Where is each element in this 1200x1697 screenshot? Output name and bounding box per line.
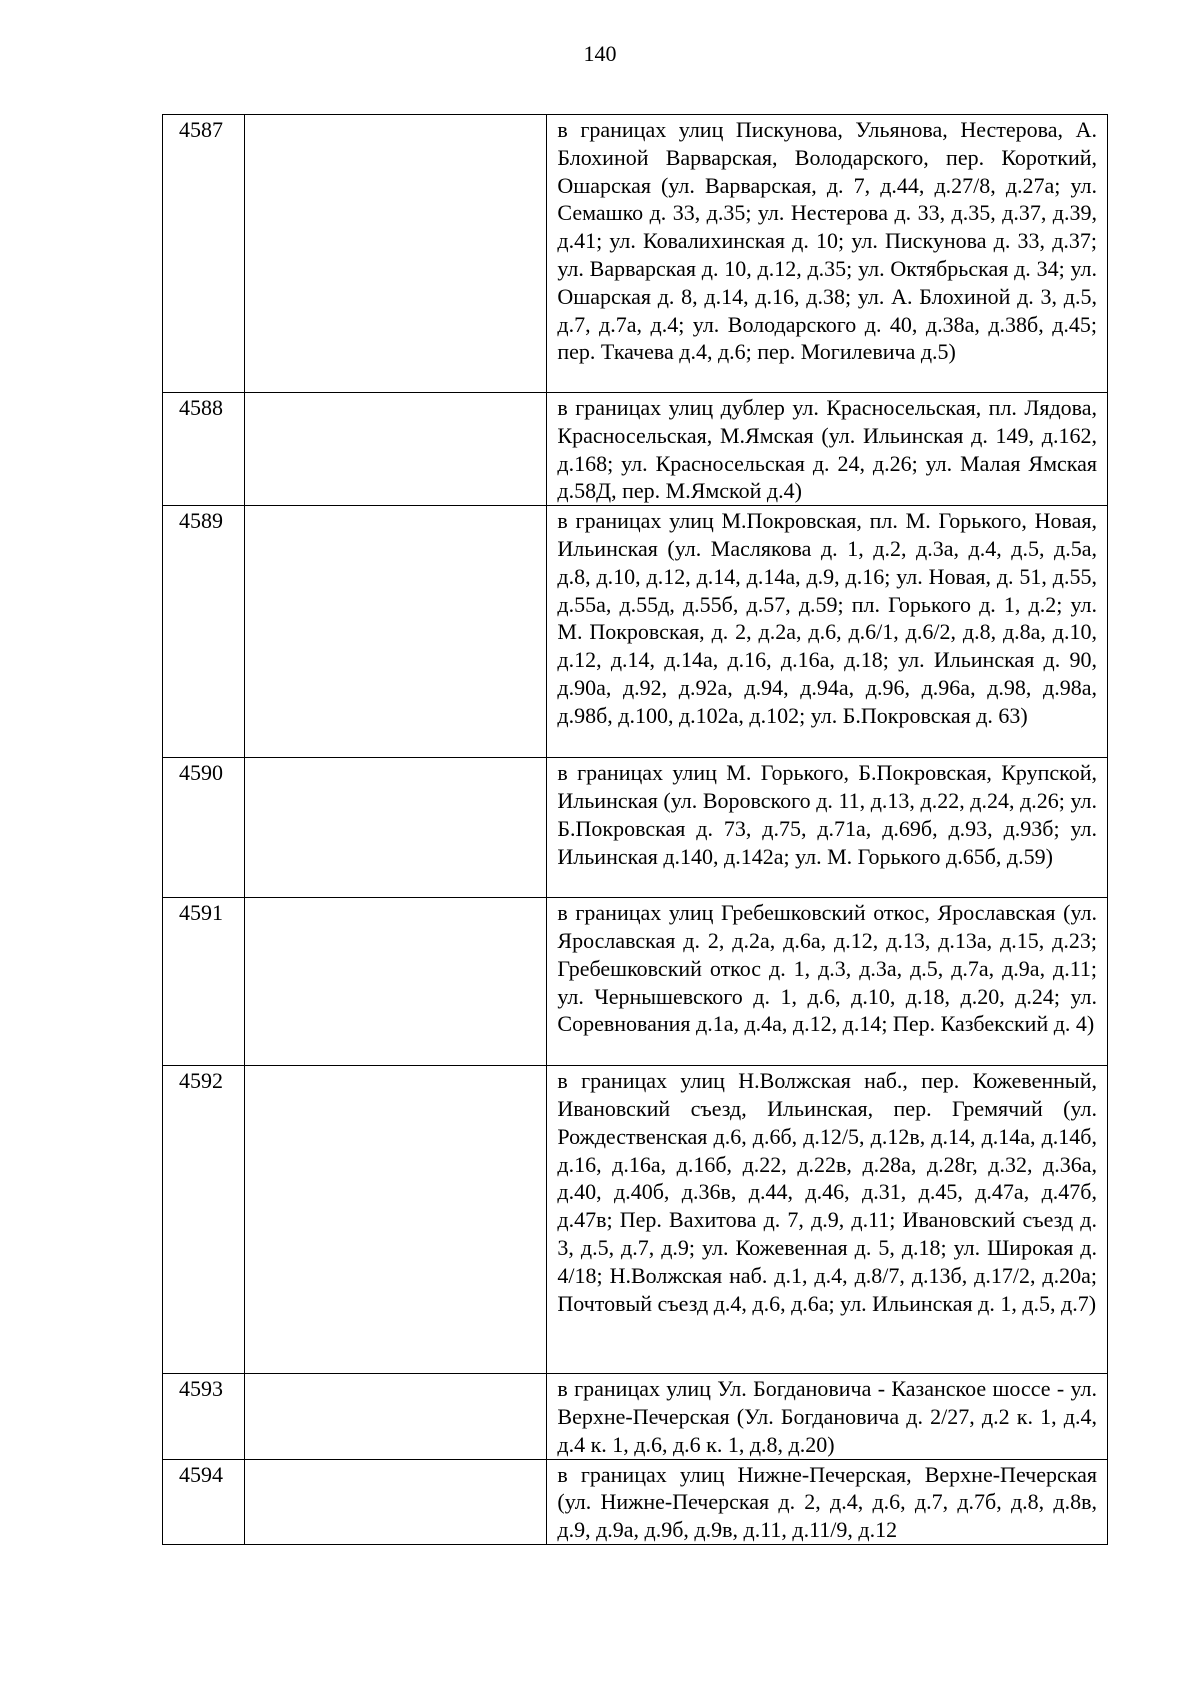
- row-middle-cell: [245, 115, 547, 393]
- table-row: [163, 898, 1108, 1066]
- row-number: 4592: [163, 1066, 245, 1374]
- table-row: [163, 393, 1108, 506]
- row-middle-cell: [245, 758, 547, 898]
- row-middle-cell: [245, 393, 547, 506]
- row-middle-cell: [245, 1066, 547, 1374]
- row-number: 4593: [163, 1374, 245, 1459]
- row-middle-cell: [245, 898, 547, 1066]
- row-description: в границах улиц Ул. Богдановича - Казанское шоссе - ул. Верхне-Печерская (Ул. Богдановича д. 2/27, д.2 к. 1, д.4, д.4 к. 1, д.6, д.6 к. 1, д.8, д.20): [547, 1374, 1108, 1459]
- table-row: [163, 1459, 1108, 1544]
- row-number: 4590: [163, 758, 245, 898]
- row-number: 4589: [163, 506, 245, 758]
- address-table: [162, 114, 1108, 1545]
- row-number: 4588: [163, 393, 245, 506]
- row-description: в границах улиц М. Горького, Б.Покровская, Крупской, Ильинская (ул. Воровского д. 11, д.13, д.22, д.24, д.26; ул. Б.Покровская д. 73, д.75, д.71а, д.69б, д.93, д.93б; ул. Ильинская д.140, д.142а; ул. М. Горького д.65б, д.59): [547, 758, 1108, 898]
- row-description: в границах улиц дублер ул. Красносельская, пл. Лядова, Красносельская, М.Ямская (ул. Ильинская д. 149, д.162, д.168; ул. Красносельская д. 24, д.26; ул. Малая Ямская д.58Д, пер. М.Ямской д.4): [547, 393, 1108, 506]
- page-number: 140: [583, 41, 617, 66]
- row-description: в границах улиц Гребешковский откос, Ярославская (ул. Ярославская д. 2, д.2а, д.6а, д.12, д.13, д.13а, д.15, д.23; Гребешковский откос д. 1, д.3, д.3а, д.5, д.7а, д.9а, д.11; ул. Чернышевского д. 1, д.6, д.10, д.18, д.20, д.24; ул. Соревнования д.1а, д.4а, д.12, д.14; Пер. Казбекский д. 4): [547, 898, 1108, 1066]
- table-row: [163, 1374, 1108, 1459]
- row-number: 4594: [163, 1459, 245, 1544]
- row-description: в границах улиц М.Покровская, пл. М. Горького, Новая, Ильинская (ул. Маслякова д. 1, д.2, д.3а, д.4, д.5, д.5а, д.8, д.10, д.12, д.14, д.14а, д.9, д.16; ул. Новая, д. 51, д.55, д.55а, д.55д, д.55б, д.57, д.59; пл. Горького д. 1, д.2; ул. М. Покровская, д. 2, д.2а, д.6, д.6/1, д.6/2, д.8, д.8а, д.10, д.12, д.14, д.14а, д.16, д.16а, д.18; ул. Ильинская д. 90, д.90а, д.92, д.92а, д.94, д.94а, д.96, д.96а, д.98, д.98а, д.98б, д.100, д.102а, д.102; ул. Б.Покровская д. 63): [547, 506, 1108, 758]
- row-number: 4591: [163, 898, 245, 1066]
- table-row: [163, 506, 1108, 758]
- row-description: в границах улиц Н.Волжская наб., пер. Кожевенный, Ивановский съезд, Ильинская, пер. Гремячий (ул. Рождественская д.6, д.6б, д.12/5, д.12в, д.14, д.14а, д.14б, д.16, д.16а, д.16б, д.22, д.22в, д.28а, д.28г, д.32, д.36а, д.40, д.40б, д.36в, д.44, д.46, д.31, д.45, д.47а, д.47б, д.47в; Пер. Вахитова д. 7, д.9, д.11; Ивановский съезд д. 3, д.5, д.7, д.9; ул. Кожевенная д. 5, д.18; ул. Широкая д. 4/18; Н.Волжская наб. д.1, д.4, д.8/7, д.13б, д.17/2, д.20а; Почтовый съезд д.4, д.6, д.6а; ул. Ильинская д. 1, д.5, д.7): [547, 1066, 1108, 1374]
- row-description: в границах улиц Нижне-Печерская, Верхне-Печерская (ул. Нижне-Печерская д. 2, д.4, д.6, д.7, д.7б, д.8, д.8в, д.9, д.9а, д.9б, д.9в, д.11, д.11/9, д.12: [547, 1459, 1108, 1544]
- table-body: [163, 115, 1108, 1545]
- row-description: в границах улиц Пискунова, Ульянова, Нестерова, А. Блохиной Варварская, Володарского, пер. Короткий, Ошарская (ул. Варварская, д. 7, д.44, д.27/8, д.27а; ул. Семашко д. 33, д.35; ул. Нестерова д. 33, д.35, д.37, д.39, д.41; ул. Ковалихинская д. 10; ул. Пискунова д. 33, д.37; ул. Варварская д. 10, д.12, д.35; ул. Октябрьская д. 34; ул. Ошарская д. 8, д.14, д.16, д.38; ул. А. Блохиной д. 3, д.5, д.7, д.7а, д.4; ул. Володарского д. 40, д.38а, д.38б, д.45; пер. Ткачева д.4, д.6; пер. Могилевича д.5): [547, 115, 1108, 393]
- table-row: [163, 758, 1108, 898]
- row-middle-cell: [245, 506, 547, 758]
- row-middle-cell: [245, 1374, 547, 1459]
- row-number: 4587: [163, 115, 245, 393]
- row-middle-cell: [245, 1459, 547, 1544]
- table-row: [163, 1066, 1108, 1374]
- table-row: [163, 115, 1108, 393]
